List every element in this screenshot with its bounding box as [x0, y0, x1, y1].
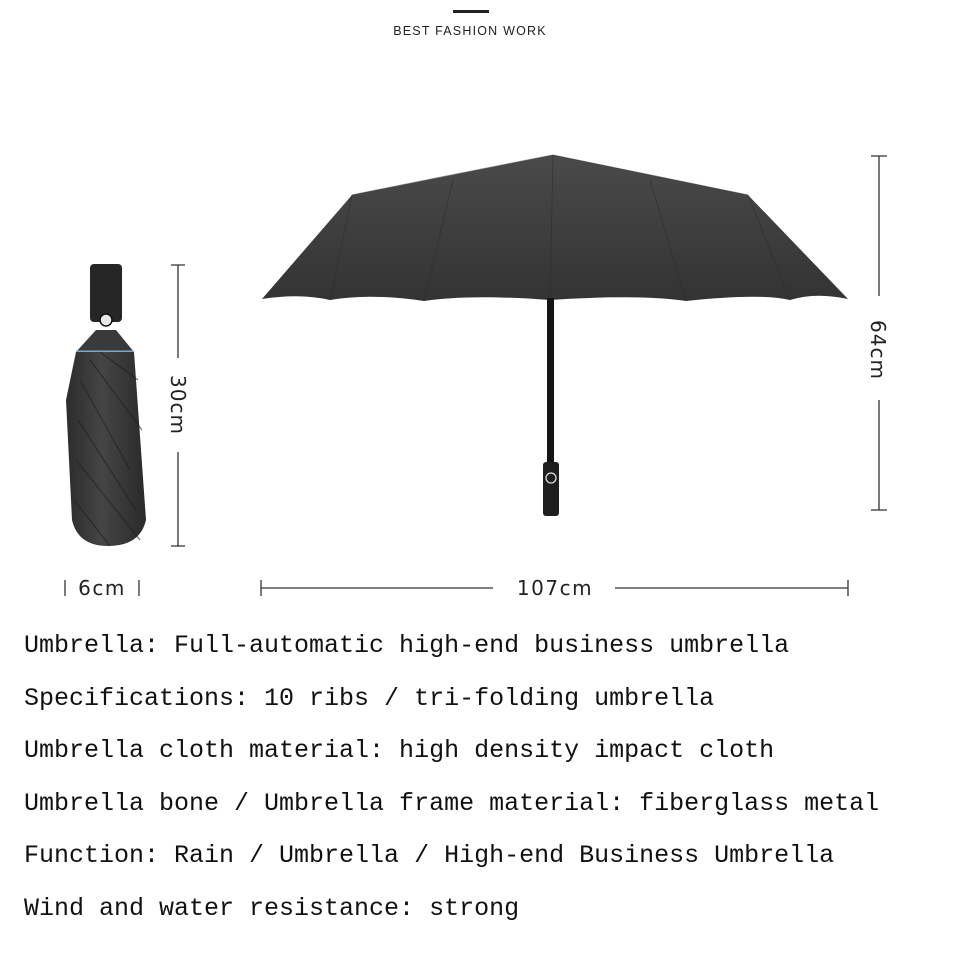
spec-list	[24, 626, 879, 942]
open-height-label: 64cm	[866, 320, 890, 380]
folded-height-label: 30cm	[166, 375, 190, 435]
spec-function: Function: Rain / Umbrella / High-end Business Umbrella	[24, 841, 835, 871]
spec-resistance: Wind and water resistance: strong	[24, 893, 520, 923]
open-width-label: 107cm	[516, 576, 594, 600]
spec-cloth-material: Umbrella cloth material: high density impact cloth	[24, 736, 775, 766]
folded-handle-button-icon	[100, 314, 112, 326]
spec-frame-material: Umbrella bone / Umbrella frame material: fiberglass metal	[24, 788, 880, 818]
brand-title: BEST FASHION WORK	[393, 24, 547, 38]
spec-umbrella-type: Umbrella: Full-automatic high-end business umbrella	[24, 631, 790, 660]
folded-umbrella-image	[66, 264, 146, 546]
spec-specifications: Specifications: 10 ribs / tri-folding umbrella	[24, 683, 715, 713]
folded-width-label: 6cm	[78, 576, 126, 600]
umbrella-handle	[543, 462, 559, 516]
umbrella-shaft	[547, 298, 554, 466]
open-umbrella-canopy	[262, 155, 848, 301]
folded-canopy-top	[76, 330, 134, 352]
open-umbrella-image	[262, 155, 848, 516]
